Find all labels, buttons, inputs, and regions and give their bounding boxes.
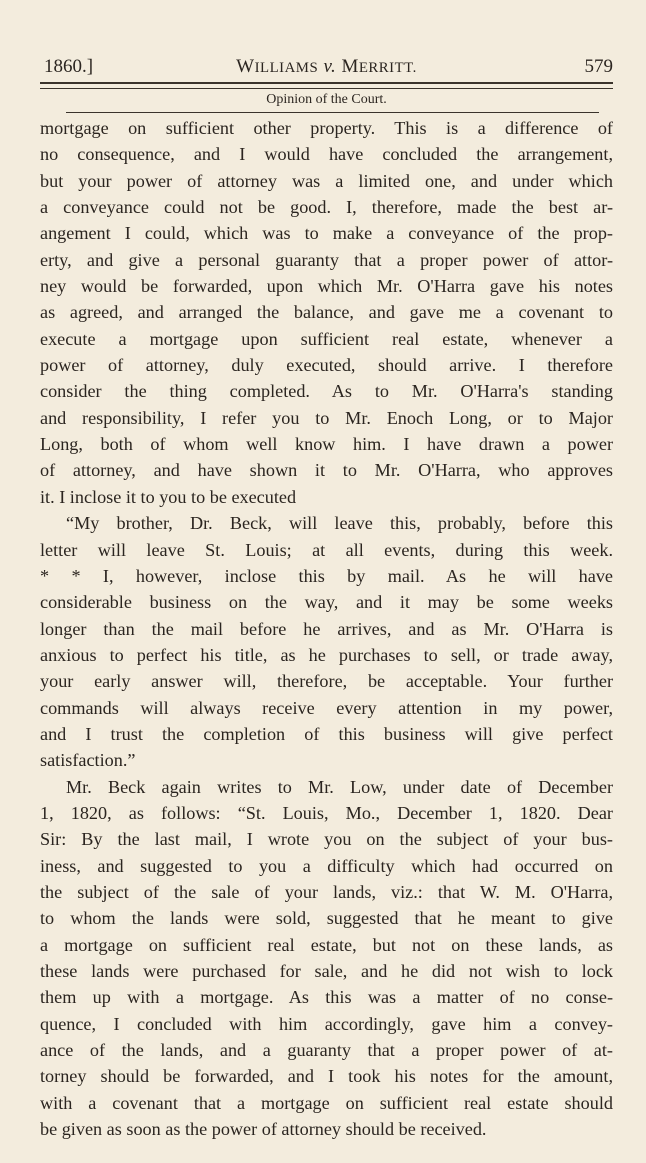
text-line: your early answer will, therefore, be acceptable. Your further — [40, 671, 613, 692]
text-line: mortgage on sufficient other property. This is a difference of — [40, 118, 613, 138]
text-line: the subject of the sale of your lands, viz.: that W. M. O'Harra, — [40, 881, 613, 902]
text-line: 1, 1820, as follows: “St. Louis, Mo., December 1, 1820. Dear — [40, 802, 613, 823]
book-page — [40, 38, 613, 1142]
text-line: commands will always receive every attention in my power, — [40, 697, 613, 718]
text-line: letter will leave St. Louis; at all events, during this week. — [40, 539, 613, 560]
running-head — [40, 38, 613, 77]
text-line: Mr. Beck again writes to Mr. Low, under date of December — [66, 776, 613, 797]
text-line: satisfaction.” — [40, 750, 136, 771]
text-line: angement I could, which was to make a conveyance of the prop- — [40, 223, 613, 244]
text-line: and responsibility, I refer you to Mr. Enoch Long, or to Major — [40, 407, 613, 428]
case-title: WILLIAMS v. MERRITT. — [236, 56, 417, 77]
text-line: but your power of attorney was a limited one, and under which — [40, 170, 613, 191]
text-line: ney would be forwarded, upon which Mr. O'Harra gave his notes — [40, 276, 613, 297]
paragraph — [40, 115, 613, 510]
text-line: as agreed, and arranged the balance, and gave me a covenant to — [40, 302, 613, 323]
text-line: erty, and give a personal guaranty that a proper power of attor- — [40, 249, 613, 270]
text-line: considerable business on the way, and it may be some weeks — [40, 592, 613, 613]
text-line: with a covenant that a mortgage on sufficient real estate should — [40, 1092, 613, 1113]
text-line: them up with a mortgage. As this was a matter of no conse- — [40, 987, 613, 1008]
paragraph — [40, 774, 613, 1143]
text-line: torney should be forwarded, and I took his notes for the amount, — [40, 1066, 613, 1087]
paragraph — [40, 510, 613, 773]
text-line: a conveyance could not be good. I, therefore, made the best ar- — [40, 197, 613, 218]
text-line: longer than the mail before he arrives, and as Mr. O'Harra is — [40, 618, 613, 639]
text-line: no consequence, and I would have concluded the arrangement, — [40, 144, 613, 165]
text-line: “My brother, Dr. Beck, will leave this, probably, before this — [66, 513, 613, 534]
text-line: Sir: By the last mail, I wrote you on the subject of your bus- — [40, 829, 613, 850]
text-line: be given as soon as the power of attorney should be received. — [40, 1119, 487, 1140]
text-line: to whom the lands were sold, suggested that he meant to give — [40, 908, 613, 929]
page-number: 579 — [584, 56, 613, 77]
text-line: * * I, however, inclose this by mail. As he will have — [40, 565, 613, 586]
body-text — [40, 115, 613, 1142]
text-line: quence, I concluded with him accordingly, gave him a convey- — [40, 1013, 613, 1034]
text-line: and I trust the completion of this business will give perfect — [40, 723, 613, 744]
section-heading: Opinion of the Court. — [266, 92, 387, 107]
text-line: power of attorney, duly executed, should arrive. I therefore — [40, 355, 613, 376]
text-line: anxious to perfect his title, as he purchases to sell, or trade away, — [40, 644, 613, 665]
section-rule — [66, 112, 599, 113]
text-line: iness, and suggested to you a difficulty which had occurred on — [40, 855, 613, 876]
text-line: Long, both of whom well know him. I have drawn a power — [40, 434, 613, 455]
text-line: consider the thing completed. As to Mr. O'Harra's standing — [40, 381, 613, 402]
text-line: of attorney, and have shown it to Mr. O'Harra, who approves — [40, 460, 613, 481]
text-line: execute a mortgage upon sufficient real estate, whenever a — [40, 328, 613, 349]
text-line: a mortgage on sufficient real estate, but not on these lands, as — [40, 934, 613, 955]
text-line: ance of the lands, and a guaranty that a proper power of at- — [40, 1040, 613, 1061]
year-label: 1860.] — [44, 56, 94, 77]
text-line: it. I inclose it to you to be executed — [40, 486, 297, 507]
text-line: these lands were purchased for sale, and he did not wish to lock — [40, 961, 613, 981]
